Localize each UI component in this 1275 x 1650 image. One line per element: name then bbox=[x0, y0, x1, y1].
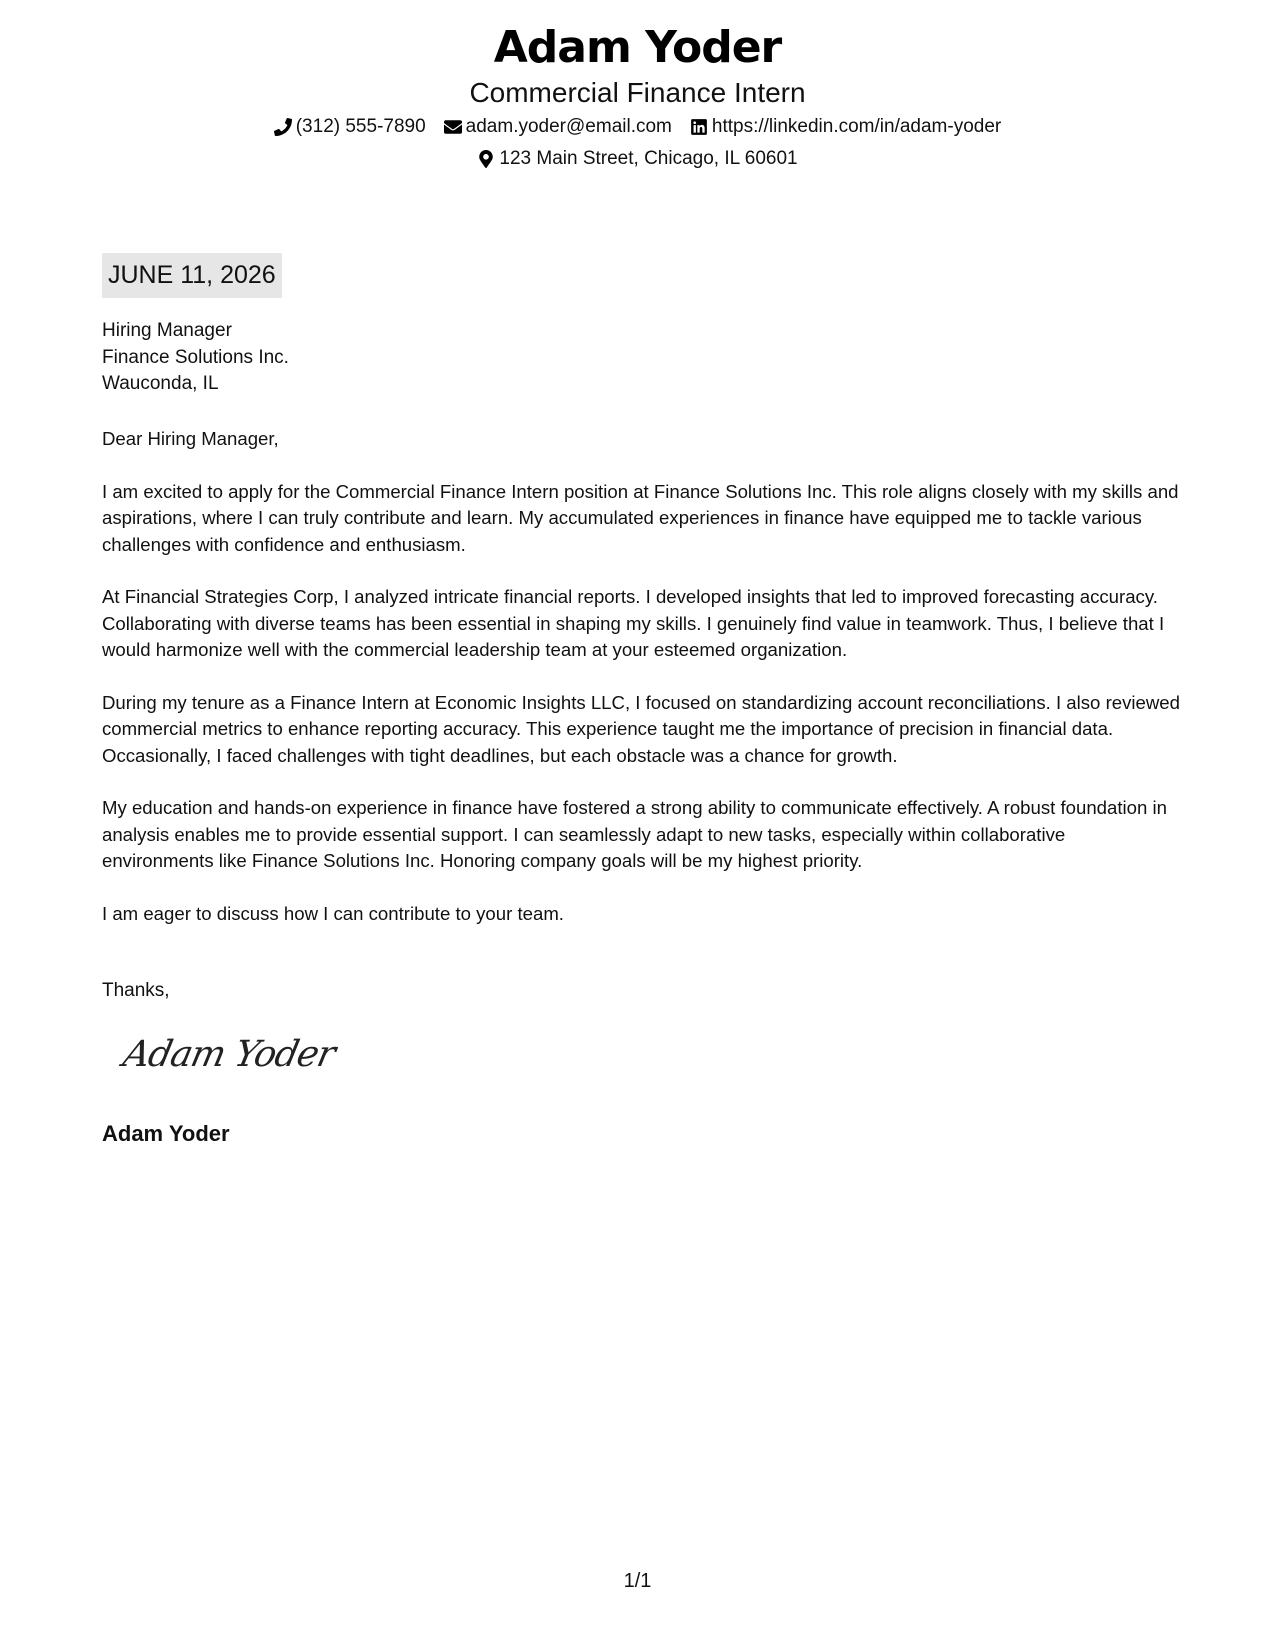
body-paragraph: During my tenure as a Finance Intern at Economic Insights LLC, I focused on standardizing account reconciliations. I also reviewed commercial metrics to enhance reporting accuracy. This experience taught me the importance of precision in financial data. Occasionally, I faced challenges with tight deadlines, but each obstacle was a chance for growth. bbox=[102, 691, 1180, 766]
signed-name: Adam Yoder bbox=[102, 1121, 230, 1146]
body-paragraph: My education and hands-on experience in finance have fostered a strong ability to communicate effectively. A robust foundation in analysis enables me to provide essential support. I can seamlessly adapt to new tasks, especially within collaborative environments like Finance Solutions Inc. Honoring company goals will be my highest priority. bbox=[102, 797, 1167, 871]
body-paragraph: At Financial Strategies Corp, I analyzed intricate financial reports. I developed insights that led to improved forecasting accuracy. Collaborating with diverse teams has been essential in shaping my skills. I genuinely find value in teamwork. Thus, I believe that I would harmonize well with the commercial leadership team at your esteemed organization. bbox=[102, 586, 1165, 660]
phone-number: (312) 555-7890 bbox=[295, 116, 426, 137]
letter-body bbox=[102, 426, 1182, 953]
letter-header bbox=[0, 20, 1275, 172]
linkedin-url[interactable]: https://linkedin.com/in/adam-yoder bbox=[711, 116, 1002, 137]
linkedin-icon bbox=[690, 118, 708, 136]
closing: Thanks, bbox=[102, 980, 170, 1001]
recipient-block bbox=[102, 318, 289, 398]
contact-row bbox=[0, 114, 1275, 140]
contact-address bbox=[477, 146, 797, 172]
body-paragraph: I am excited to apply for the Commercial Finance Intern position at Finance Solutions Inc. This role aligns closely with my skills and aspirations, where I can truly contribute and learn. My accumulated experiences in finance have equipped me to tackle various challenges with confidence and enthusiasm. bbox=[102, 480, 1179, 555]
email-address[interactable]: adam.yoder@email.com bbox=[465, 116, 672, 137]
address-row bbox=[0, 146, 1275, 172]
contact-phone bbox=[274, 114, 426, 140]
handwritten-signature: Adam Yoder bbox=[119, 1034, 339, 1075]
contact-linkedin bbox=[690, 114, 1001, 140]
page-number: 1/1 bbox=[623, 1570, 652, 1592]
letter-date: JUNE 11, 2026 bbox=[102, 253, 282, 298]
salutation: Dear Hiring Manager, bbox=[102, 428, 279, 449]
applicant-title: Commercial Finance Intern bbox=[469, 77, 806, 108]
applicant-name: Adam Yoder bbox=[493, 22, 782, 73]
recipient-line-1: Hiring Manager bbox=[102, 320, 232, 341]
recipient-line-2: Finance Solutions Inc. bbox=[102, 346, 289, 368]
map-marker-icon bbox=[477, 150, 495, 168]
body-paragraph: I am eager to discuss how I can contribute to your team. bbox=[102, 902, 564, 924]
envelope-icon bbox=[444, 118, 462, 136]
phone-icon bbox=[274, 118, 292, 136]
contact-email bbox=[444, 114, 672, 140]
recipient-line-3: Wauconda, IL bbox=[102, 373, 219, 394]
street-address: 123 Main Street, Chicago, IL 60601 bbox=[499, 148, 798, 169]
